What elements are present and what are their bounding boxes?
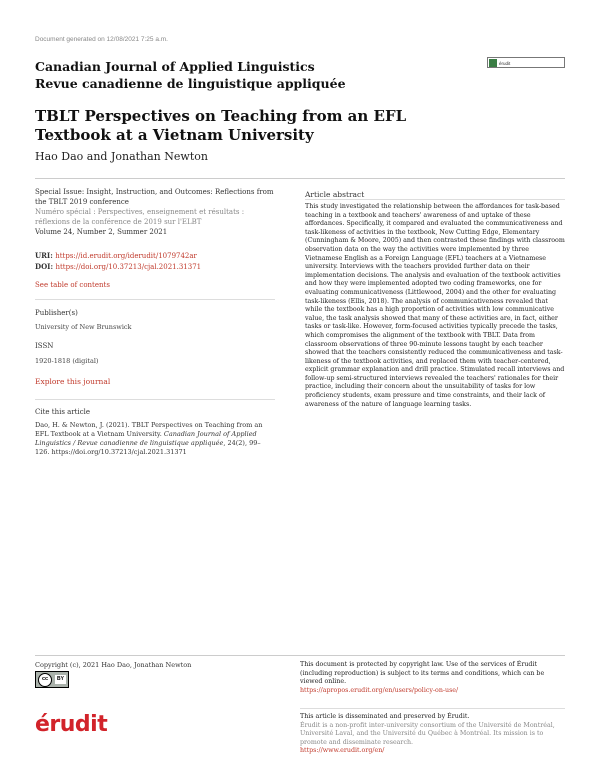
citation-post: , 24(2), 99–126. https://doi.org/10.37213/cjal.2021.31371: [35, 439, 261, 456]
copyright: Copyright (c), 2021 Hao Dao, Jonathan Newton: [35, 661, 192, 669]
explore-journal-link[interactable]: Explore this journal: [35, 377, 111, 386]
attribution-icon: BY: [57, 676, 64, 682]
publisher-value: University of New Brunswick: [35, 323, 132, 331]
footer-divider: [35, 655, 565, 656]
identifiers: [35, 251, 275, 272]
journal-name-fr: Revue canadienne de linguistique appliquée: [35, 76, 346, 91]
journal-name-en: Canadian Journal of Applied Linguistics: [35, 59, 315, 74]
generated-date: Document generated on 12/08/2021 7:25 a.m.: [35, 36, 168, 43]
issue-title: Special Issue: Insight, Instruction, and Outcomes: Reflections from the TBLT 2019 conference: [35, 188, 274, 206]
divider: [35, 299, 275, 300]
article-title: TBLT Perspectives on Teaching from an EFL Textbook at a Vietnam University: [35, 107, 407, 144]
copyright-notice: [300, 661, 565, 695]
article-authors: Hao Dao and Jonathan Newton: [35, 150, 208, 163]
issue-volume: Volume 24, Number 2, Summer 2021: [35, 228, 168, 236]
notice-text: This document is protected by copyright law. Use of the services of Érudit (including reproduction) is subject to its terms and conditions, which can be viewed online.: [300, 661, 545, 685]
footer-divider-2: [300, 708, 565, 709]
header-divider: [35, 178, 565, 179]
uri-link[interactable]: https://id.erudit.org/iderudit/1079742ar: [55, 252, 197, 260]
policy-link[interactable]: https://apropos.erudit.org/en/users/policy-on-use/: [300, 686, 459, 694]
abstract-label: Article abstract: [305, 190, 365, 199]
toc-link[interactable]: See table of contents: [35, 281, 110, 289]
cc-by-license-badge[interactable]: [35, 671, 69, 688]
erudit-link[interactable]: https://www.erudit.org/en/: [300, 747, 385, 754]
abstract-divider: [305, 199, 565, 200]
publisher-label: Publisher(s): [35, 309, 78, 317]
uri-label: URI:: [35, 251, 53, 260]
dissemination-notice: [300, 713, 565, 756]
creative-commons-icon: cc: [38, 673, 52, 687]
dissemination-text: Érudit is a non-profit inter-university consortium of the Université de Montréal, Université Laval, and the Université du Québec à Montréal. Its mission is to promote and disseminate research.: [300, 721, 555, 746]
citation-pre: Dao, H. & Newton, J. (2021). TBLT Perspectives on Teaching from an EFL Textbook at a Vietnam University.: [35, 421, 263, 438]
doi-link[interactable]: https://doi.org/10.37213/cjal.2021.31371: [55, 262, 202, 271]
issue-title-fr: Numéro spécial : Perspectives, enseignement et résultats : réflexions de la conférence de 2019 sur l'ELBT: [35, 208, 245, 226]
journal-name: [35, 58, 346, 92]
erudit-badge-icon: [489, 59, 497, 67]
erudit-logo: érudit: [35, 712, 108, 737]
divider: [35, 399, 275, 400]
issn-label: ISSN: [35, 342, 54, 350]
issn-value: 1920-1818 (digital): [35, 357, 99, 365]
erudit-badge-label: érudit: [499, 61, 511, 66]
abstract-text: This study investigated the relationship between the affordances for task-based teaching in a textbook and teachers' awareness of and uptake of these affordances. Specifically, it compared and evaluated the communicativeness and task-likeness of activities in the textbook, New Cutting Edge, Elementary (Cunningham & Moore, 2005) and then contrasted these findings with classroom observation data on the way the activities were implemented by three Vietnamese English as a Foreign Language (EFL) teachers at a Vietnamese university. Interviews with the teachers provided further data on their implementation decisions. The analysis and evaluation of the textbook activities and how they were implemented adopted two coding frameworks, one for evaluating communicativeness (Littlewood, 2004) and the other for evaluating task-likeness (Ellis, 2018). The analysis of communicativeness revealed that while the textbook has a high proportion of activities with low communicative value, the task analysis showed that many of these activities are, in fact, either tasks or task-like. However, form-focused activities typically precede the tasks, which compromises the alignment of the textbook with TBLT. Data from classroom observations of three 90-minute lessons taught by each teacher showed that the teachers consistently reduced the communicativeness and task-likeness of the textbook activities, and replaced them with teacher-centered, explicit grammar explanation and drill practice. Stimulated recall interviews and follow-up semi-structured interviews revealed the teachers' rationales for their practice, including their concern about the unsuitability of tasks for low proficiency students, exam pressure and time constraints, and their lack of awareness of the nature of language learning tasks.: [305, 203, 565, 408]
citation: [35, 421, 275, 457]
citation-journal: Canadian Journal of Applied Linguistics / Revue canadienne de linguistique appliquée: [35, 430, 257, 447]
erudit-badge[interactable]: [487, 57, 565, 68]
cite-label: Cite this article: [35, 408, 91, 416]
doi-label: DOI:: [35, 261, 54, 271]
dissemination-head: This article is disseminated and preserved by Érudit.: [300, 713, 470, 720]
